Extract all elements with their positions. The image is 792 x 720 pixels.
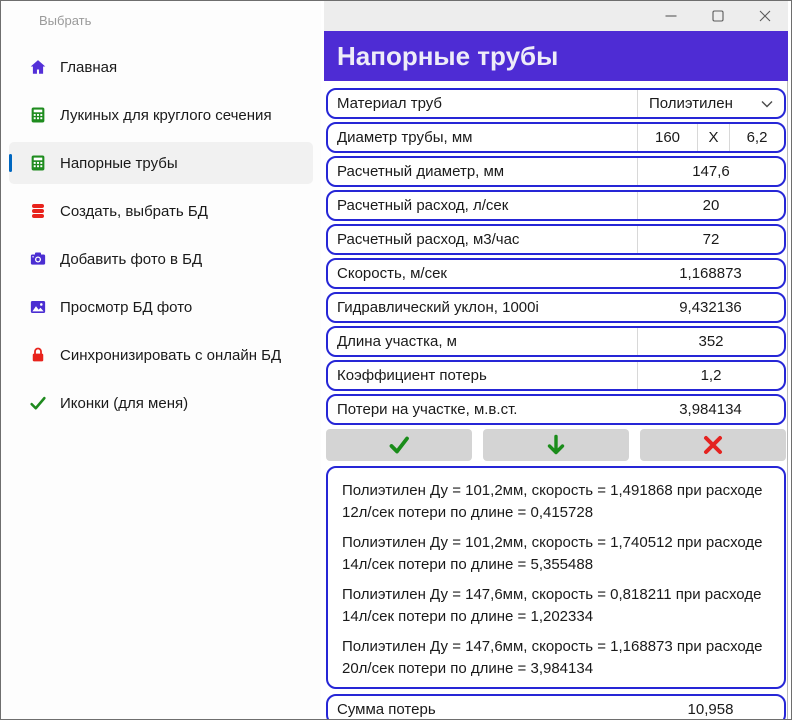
diameter-row <box>326 122 786 153</box>
material-selected-value: Полиэтилен <box>649 95 733 112</box>
sidebar-item-label: Главная <box>60 58 118 76</box>
close-icon <box>759 10 771 22</box>
calculator-icon <box>29 154 47 172</box>
sidebar-item-create-select-db[interactable] <box>9 190 313 232</box>
sidebar-item-main[interactable] <box>9 46 313 88</box>
result-line: Полиэтилен Ду = 147,6мм, скорость = 1,168873 при расходе 20л/сек потери по длине = 3,984134 <box>342 638 763 677</box>
sum-losses-row <box>326 694 786 720</box>
sidebar <box>1 1 321 719</box>
result-line: Полиэтилен Ду = 101,2мм, скорость = 1,491868 при расходе 12л/сек потери по длине = 0,415728 <box>342 482 763 521</box>
lock-icon <box>29 346 47 364</box>
field-label: Коэффициент потерь <box>337 367 487 384</box>
flow-lsec-input[interactable]: 20 <box>637 192 784 219</box>
sidebar-item-label: Добавить фото в БД <box>60 250 203 268</box>
flow-m3h-row <box>326 224 786 255</box>
material-select[interactable] <box>637 90 784 117</box>
scrollbar-track[interactable] <box>787 81 788 720</box>
add-to-list-button[interactable] <box>483 429 629 461</box>
field-label: Гидравлический уклон, 1000i <box>337 299 539 316</box>
hydraulic-slope-value: 9,432136 <box>679 299 742 316</box>
flow-lsec-row <box>326 190 786 221</box>
confirm-button[interactable] <box>326 429 472 461</box>
field-label: Длина участка, м <box>337 333 457 350</box>
sum-losses-label: Сумма потерь <box>337 701 436 718</box>
close-button[interactable] <box>741 1 788 31</box>
loss-coefficient-row <box>326 360 786 391</box>
database-icon <box>29 202 47 220</box>
section-length-input[interactable]: 352 <box>637 328 784 355</box>
flow-m3h-input[interactable]: 72 <box>637 226 784 253</box>
sidebar-item-add-photo-db[interactable] <box>9 238 313 280</box>
velocity-row <box>326 258 786 289</box>
loss-coefficient-input[interactable]: 1,2 <box>637 362 784 389</box>
home-icon <box>29 58 47 76</box>
sidebar-item-lukinyh-round-section[interactable] <box>9 94 313 136</box>
material-row <box>326 88 786 119</box>
sum-losses-value: 10,958 <box>687 701 734 718</box>
calc-diameter-row <box>326 156 786 187</box>
sidebar-item-sync-online-db[interactable] <box>9 334 313 376</box>
diameter-wall-input[interactable]: 6,2 <box>729 124 784 151</box>
velocity-value: 1,168873 <box>679 265 742 282</box>
material-label: Материал труб <box>337 95 443 112</box>
camera-icon <box>29 250 47 268</box>
sidebar-item-label: Просмотр БД фото <box>60 298 193 316</box>
section-losses-value: 3,984134 <box>679 401 742 418</box>
diameter-outer-input[interactable]: 160 <box>637 124 697 151</box>
check-icon <box>386 433 412 457</box>
main-panel <box>321 1 791 719</box>
diameter-label: Диаметр трубы, мм <box>337 129 473 146</box>
calculator-icon <box>29 106 47 124</box>
field-label: Скорость, м/сек <box>337 265 447 282</box>
titlebar <box>324 1 788 31</box>
field-label: Расчетный расход, м3/час <box>337 231 520 248</box>
sidebar-item-napornye-truby[interactable] <box>9 142 313 184</box>
sidebar-nav <box>1 46 321 424</box>
x-icon <box>702 434 724 456</box>
results-box[interactable] <box>326 466 786 689</box>
page-title: Напорные трубы <box>337 40 559 71</box>
calc-diameter-input[interactable]: 147,6 <box>637 158 784 185</box>
field-label: Расчетный диаметр, мм <box>337 163 505 180</box>
result-line: Полиэтилен Ду = 147,6мм, скорость = 0,818211 при расходе 14л/сек потери по длине = 1,202334 <box>342 586 762 625</box>
field-label: Потери на участке, м.в.ст. <box>337 401 518 418</box>
sidebar-item-label: Лукиных для круглого сечения <box>60 106 272 124</box>
maximize-icon <box>712 10 724 22</box>
page-header <box>324 31 788 81</box>
section-losses-row <box>326 394 786 425</box>
arrow-down-icon <box>544 433 568 457</box>
chevron-down-icon <box>761 100 773 108</box>
maximize-button[interactable] <box>694 1 741 31</box>
sidebar-item-label: Напорные трубы <box>60 154 178 172</box>
action-buttons <box>326 429 786 461</box>
section-length-row <box>326 326 786 357</box>
sidebar-item-label: Синхронизировать с онлайн БД <box>60 346 282 364</box>
result-line: Полиэтилен Ду = 101,2мм, скорость = 1,740512 при расходе 14л/сек потери по длине = 5,355488 <box>342 534 763 573</box>
minimize-icon <box>665 10 677 22</box>
minimize-button[interactable] <box>647 1 694 31</box>
sidebar-item-label: Иконки (для меня) <box>60 394 189 412</box>
pane-title: Выбрать <box>39 13 92 28</box>
photo-icon <box>29 298 47 316</box>
sidebar-item-icons-for-me[interactable] <box>9 382 313 424</box>
field-label: Расчетный расход, л/сек <box>337 197 509 214</box>
sidebar-item-view-photo-db[interactable] <box>9 286 313 328</box>
sidebar-item-label: Создать, выбрать БД <box>60 202 208 220</box>
clear-button[interactable] <box>640 429 786 461</box>
content <box>324 81 788 720</box>
hydraulic-slope-row <box>326 292 786 323</box>
check-icon <box>29 394 47 412</box>
diameter-separator: X <box>697 124 729 151</box>
